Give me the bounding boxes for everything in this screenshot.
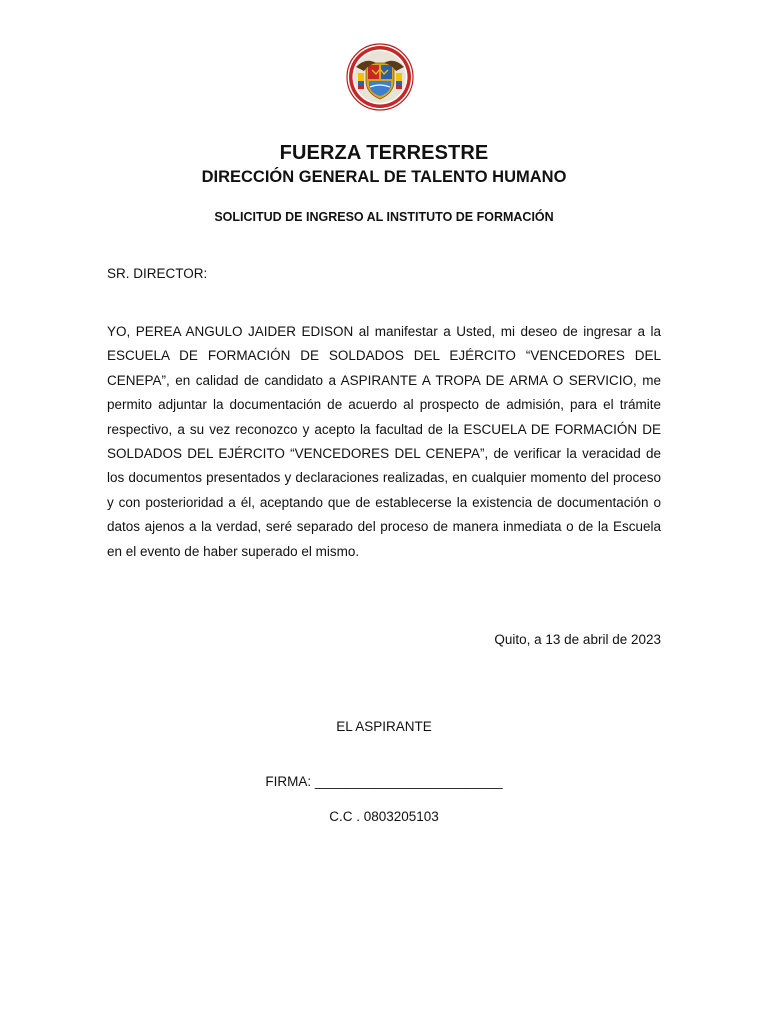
date-line: Quito, a 13 de abril de 2023 xyxy=(494,632,661,647)
military-seal-icon xyxy=(346,43,414,111)
salutation: SR. DIRECTOR: xyxy=(107,266,208,281)
org-name: FUERZA TERRESTRE xyxy=(279,142,489,164)
letter-body: YO, PEREA ANGULO JAIDER EDISON al manifestar a Usted, mi deseo de ingresar a la ESCUELA DE FORMACIÓN DE SOLDADOS DEL EJÉRCITO “VENCEDORES DEL CENEPA”, en calidad de candidato a ASPIRANTE A TROPA DE ARMA O SERVICIO, me permito adjuntar la documentación de acuerdo al prospecto de admisión, para el trámite respectivo, a su vez reconozco y acepto la facultad de la ESCUELA DE FORMACIÓN DE SOLDADOS DEL EJÉRCITO “VENCEDORES DEL CENEPA”, de verificar la veracidad de los documentos presentados y declaraciones realizadas, en cualquier momento del proceso y con posterioridad a él, aceptando que de establecerse la existencia de documentación o datos ajenos a la verdad, seré separado del proceso de manera inmediata o de la Escuela en el evento de haber superado el mismo. xyxy=(107,324,661,559)
request-title: SOLICITUD DE INGRESO AL INSTITUTO DE FORMACIÓN xyxy=(214,210,554,224)
id-number: C.C . 0803205103 xyxy=(329,809,439,824)
signature-line: FIRMA: _________________________ xyxy=(265,774,503,789)
department-title: DIRECCIÓN GENERAL DE TALENTO HUMANO xyxy=(201,168,567,186)
signer-role: EL ASPIRANTE xyxy=(336,719,432,734)
